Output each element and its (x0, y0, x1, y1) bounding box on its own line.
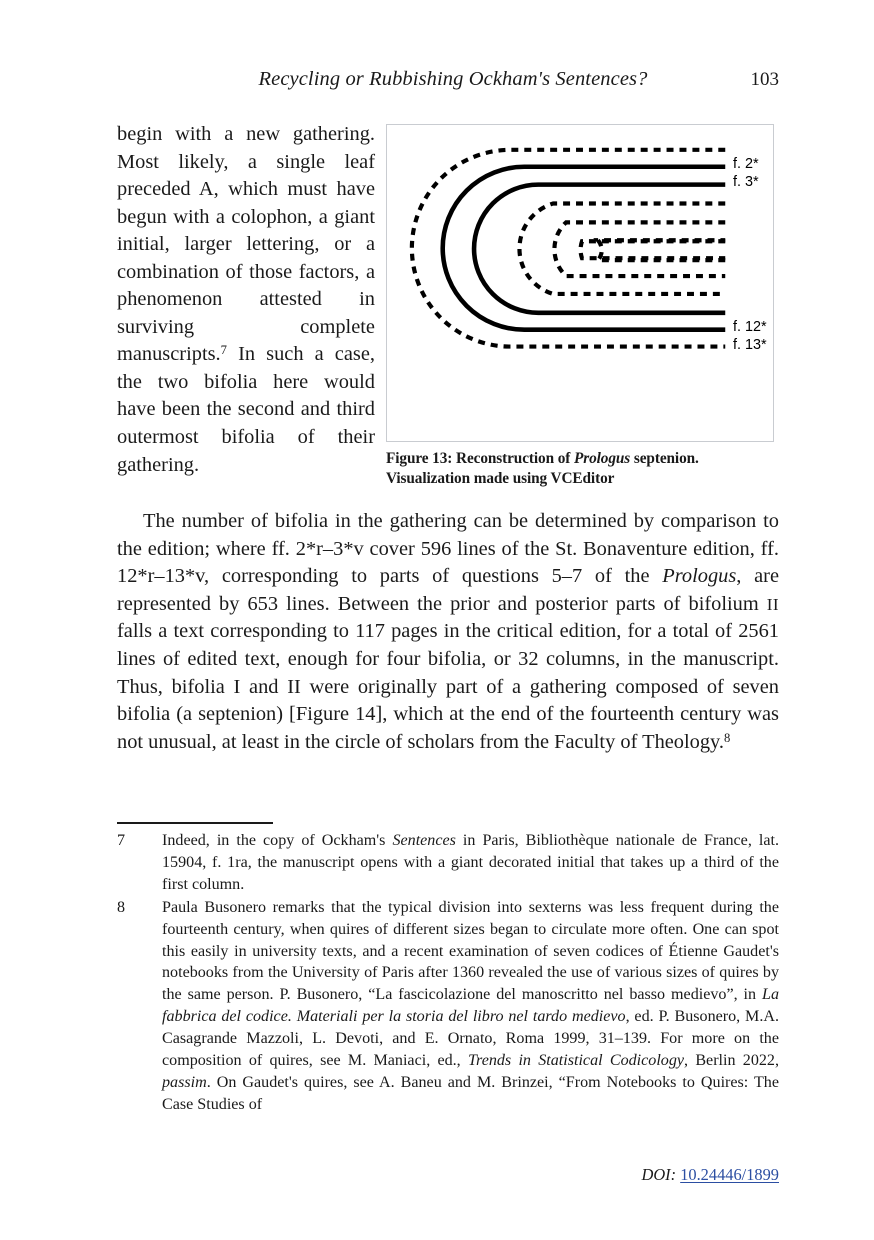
footnote-8-number: 8 (117, 898, 126, 916)
doi-link[interactable]: 10.24446/1899 (680, 1165, 779, 1184)
footnote-7-italic-sentences: Sentences (392, 832, 456, 849)
figure-label-f2: f. 2* (733, 156, 759, 172)
footnote-8-seg3: , Berlin 2022, (684, 1052, 780, 1070)
footnote-8-text (162, 897, 779, 1116)
footnote-7 (117, 830, 779, 896)
footnote-8 (117, 897, 779, 1116)
body-text (117, 508, 779, 756)
footnote-7-seg1: Indeed, in the copy of Ockham's (162, 832, 393, 849)
body-p1-italic-prologus: Prologus (662, 565, 737, 588)
body-paragraph-1 (117, 508, 779, 756)
body-p1-seg-a: The number of bifolia in the gathering can be determined by comparison to the edition; where ff. 2*r–3*v cover 596 lines of the St. Bonaventure edition, ff. 12*r–13*v, corresponding to parts of questions 5–7 of the (117, 510, 779, 588)
footnote-8-seg1: Paula Busonero remarks that the typical division into sexterns was less frequent during the fourteenth century, when quires of different sizes began to circulate more often. One can spot this easily in university texts, and a recent examination of seven codices of Étienne Gaudet's notebooks from the University of Paris after 1360 revealed the use of various sizes of quires by the same person. P. Busonero, “La fascicolazione del manoscritto nel basso medievo”, in (162, 898, 779, 1004)
footnote-marker-7[interactable]: 7 (220, 343, 227, 358)
page-number: 103 (750, 69, 779, 90)
figure-caption-part1: Figure 13: Reconstruction of (386, 450, 574, 467)
doi-label: DOI: (641, 1165, 681, 1184)
figure-block (386, 124, 776, 489)
footnote-8-italic-passim: passim (162, 1073, 207, 1091)
narrow-text-column (117, 121, 375, 479)
footnote-7-seg2: in Paris, Bibliothèque nationale de France, lat. 15904, f. 1ra, the manuscript opens with a giant decorated initial that takes up a third of the first column. (162, 832, 779, 893)
bifolium-4-dashed (519, 204, 725, 294)
body-p1-seg-b: , are represented by 653 lines. Between the prior and posterior parts of bifolium (117, 565, 779, 615)
footnote-separator (117, 822, 273, 824)
footnote-8-italic-title2: Trends in Statistical Codicology (467, 1052, 685, 1070)
footnote-marker-8[interactable]: 8 (724, 730, 731, 745)
figure-label-f12: f. 12* (733, 319, 767, 335)
figure-label-f3: f. 3* (733, 174, 759, 190)
body-p1-seg-c: falls a text corresponding to 117 pages in the critical edition, for a total of 2561 lines of edited text, enough for four bifolia, or 32 columns, in the manuscript. Thus, bifolia I and II were originally part of a gathering composed of seven bifolia (a septenion) [Figure 14], which at the end of the fourteenth century was not unusual, at least in the circle of scholars from the Faculty of Theology. (117, 620, 779, 753)
figure-caption-part2: septenion. Visualization made using VCEditor (386, 450, 699, 488)
figure-label-f13: f. 13* (733, 337, 767, 353)
narrow-column-text-before-note: begin with a new gathering. Most likely, a single leaf preceded A, which must have begun with a colophon, a giant initial, larger lettering, or a combination of those factors, a phenomenon attested in surviving complete manuscripts. (117, 123, 375, 366)
footnote-7-number: 7 (117, 832, 126, 849)
footnotes-block (117, 830, 779, 1117)
figure-frame (386, 124, 774, 442)
footnote-8-italic-title1: La fabbrica del codice. Materiali per la storia del libro nel tardo medievo (162, 986, 779, 1026)
septenion-diagram (387, 125, 773, 441)
bifolium-1-outer-dashed (412, 150, 725, 347)
figure-caption-italic: Prologus (574, 450, 631, 467)
body-p1-smallcaps-ii: II (766, 594, 779, 614)
figure-caption (386, 449, 778, 489)
footnote-7-text (162, 830, 779, 896)
footnote-8-seg2: , ed. P. Busonero, M.A. Casagrande Mazzoli, L. Devoti, and E. Ornato, Roma 1999, 31–139. For more on the composition of quires, see M. Maniaci, ed., (162, 1008, 780, 1070)
narrow-column-text-after-note: In such a case, the two bifolia here would have been the second and third outermost bifolia of their gathering. (117, 343, 375, 476)
running-head-title-italic: Recycling or Rubbishing Ockham's (258, 68, 551, 90)
footnote-8-seg4: . On Gaudet's quires, see A. Baneu and M. Brinzei, “From Notebooks to Quires: The Case Studies of (162, 1073, 779, 1113)
running-head-title-rest: Sentences? (550, 68, 648, 90)
running-head (117, 68, 779, 96)
running-head-title (117, 68, 733, 91)
bifolium-2-solid (443, 167, 726, 330)
doi-line (117, 1165, 779, 1185)
bifolium-5-dashed (554, 222, 725, 276)
